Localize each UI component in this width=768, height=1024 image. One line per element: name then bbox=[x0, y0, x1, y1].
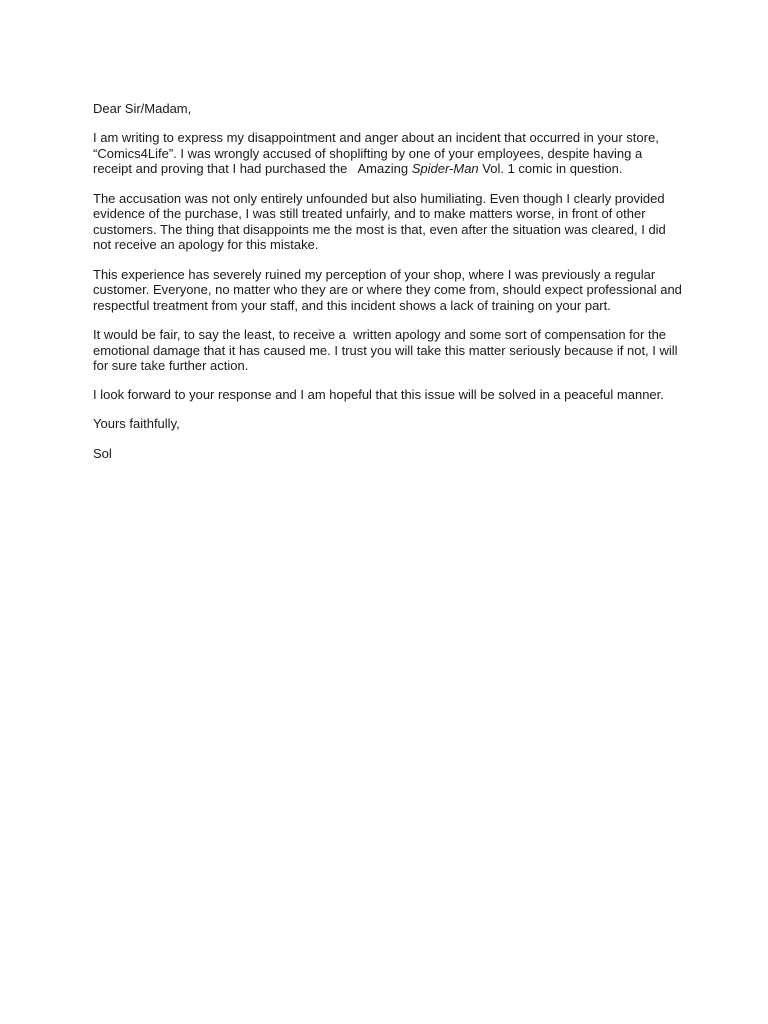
paragraph-1-text-before: I am writing to express my disappointment and anger about an incident that occurred in your store, “Comics4Life”. I was wrongly accused of shoplifting by one of your employees, despite having a receipt and proving that I had purchased the Amazing bbox=[93, 130, 663, 177]
letter-paragraph-2: The accusation was not only entirely unfounded but also humiliating. Even though I clearly provided evidence of the purchase, I was still treated unfairly, and to make matters worse, in front of other customers. The thing that disappoints me the most is that, even after the situation was cleared, I did not receive an apology for this mistake. bbox=[93, 190, 666, 253]
comic-title-italic: Spider-Man bbox=[411, 161, 479, 177]
letter-signature: Sol bbox=[93, 445, 112, 461]
letter-paragraph-4: It would be fair, to say the least, to receive a written apology and some sort of compensation for the emotional damage that it has caused me. I trust you will take this matter seriously because if not, I will for sure take further action. bbox=[93, 326, 682, 374]
letter-body bbox=[93, 101, 683, 475]
paragraph-1-text-after: Vol. 1 comic in question. bbox=[478, 161, 623, 177]
letter-closing: Yours faithfully, bbox=[93, 416, 180, 432]
letter-greeting: Dear Sir/Madam, bbox=[93, 101, 192, 116]
letter-paragraph-1 bbox=[93, 130, 683, 177]
letter-paragraph-5: I look forward to your response and I am hopeful that this issue will be solved in a peaceful manner. bbox=[93, 387, 664, 403]
letter-paragraph-3: This experience has severely ruined my perception of your shop, where I was previously a regular customer. Everyone, no matter who they are or where they come from, should expect professional and respectful treatment from your staff, and this incident shows a lack of training on your part. bbox=[93, 266, 682, 313]
